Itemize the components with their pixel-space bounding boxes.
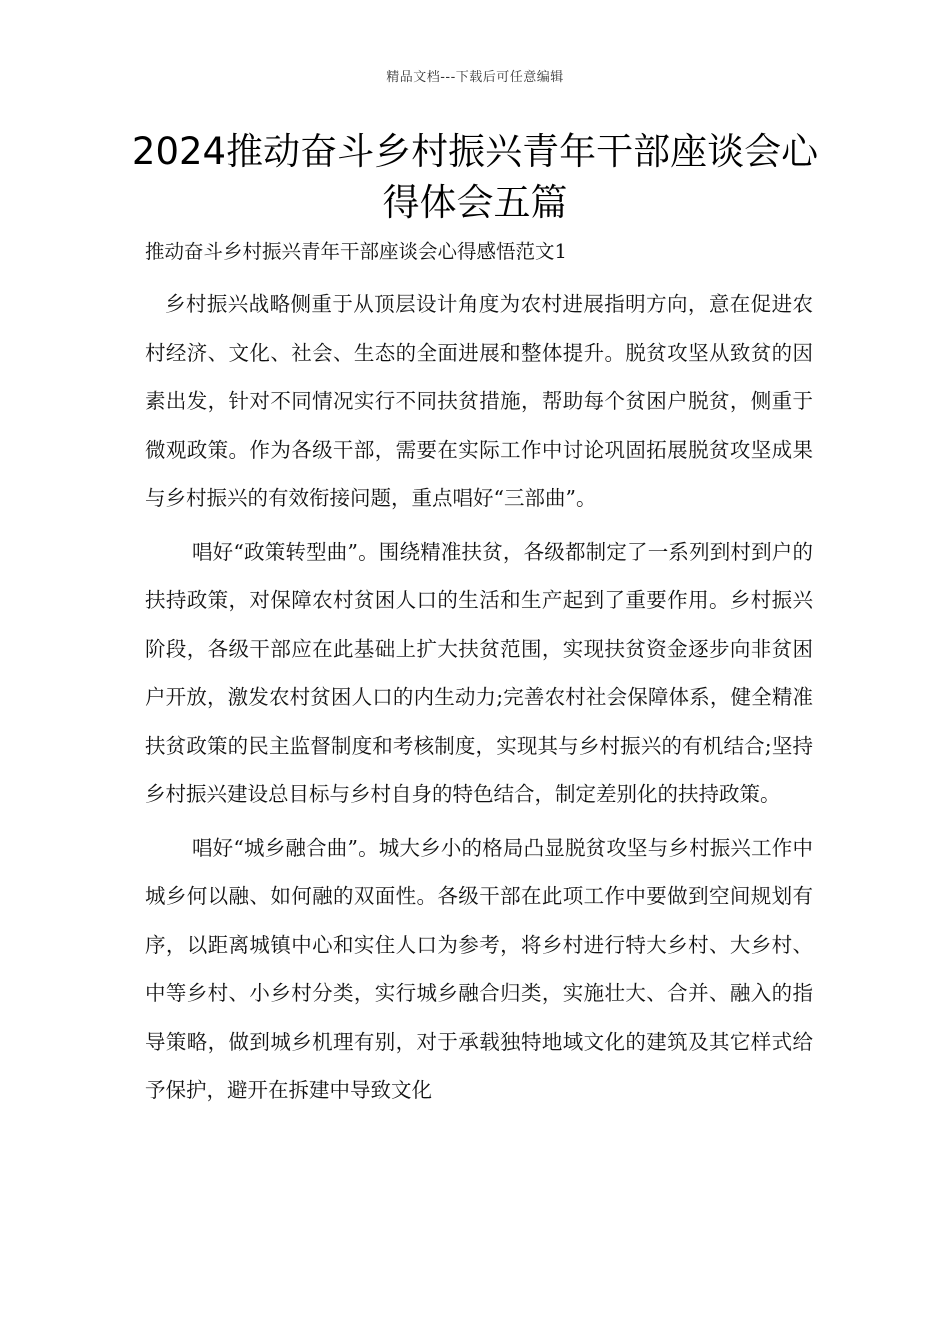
body-text [145,280,813,1115]
paragraph-3: 唱好“城乡融合曲”。城大乡小的格局凸显脱贫攻坚与乡村振兴工作中城乡何以融、如何融的双面性。各级干部在此项工作中要做到空间规划有序，以距离城镇中心和实住人口为参考，将乡村进行特大乡村、大乡村、中等乡村、小乡村分类，实行城乡融合归类，实施壮大、合并、融入的指导策略，做到城乡机理有别，对于承载独特地域文化的建筑及其它样式给予保护，避开在拆建中导致文化 [145,835,813,1102]
header-note: 精品文档---下载后可任意编辑 [386,70,564,85]
document-subtitle: 推动奋斗乡村振兴青年干部座谈会心得感悟范文1 [145,240,567,263]
paragraph-1: 乡村振兴战略侧重于从顶层设计角度为农村进展指明方向，意在促进农村经济、文化、社会、生态的全面进展和整体提升。脱贫攻坚从致贫的因素出发，针对不同情况实行不同扶贫措施，帮助每个贫困户脱贫，侧重于微观政策。作为各级干部，需要在实际工作中讨论巩固拓展脱贫攻坚成果与乡村振兴的有效衔接问题，重点唱好“三部曲”。 [145,292,813,510]
document-title: 2024推动奋斗乡村振兴青年干部座谈会心得体会五篇 [131,130,819,224]
paragraph-2: 唱好“政策转型曲”。围绕精准扶贫，各级都制定了一系列到村到户的扶持政策，对保障农村贫困人口的生活和生产起到了重要作用。乡村振兴阶段，各级干部应在此基础上扩大扶贫范围，实现扶贫资金逐步向非贫困户开放，激发农村贫困人口的内生动力;完善农村社会保障体系，健全精准扶贫政策的民主监督制度和考核制度，实现其与乡村振兴的有机结合;坚持乡村振兴建设总目标与乡村自身的特色结合，制定差别化的扶持政策。 [145,539,813,806]
